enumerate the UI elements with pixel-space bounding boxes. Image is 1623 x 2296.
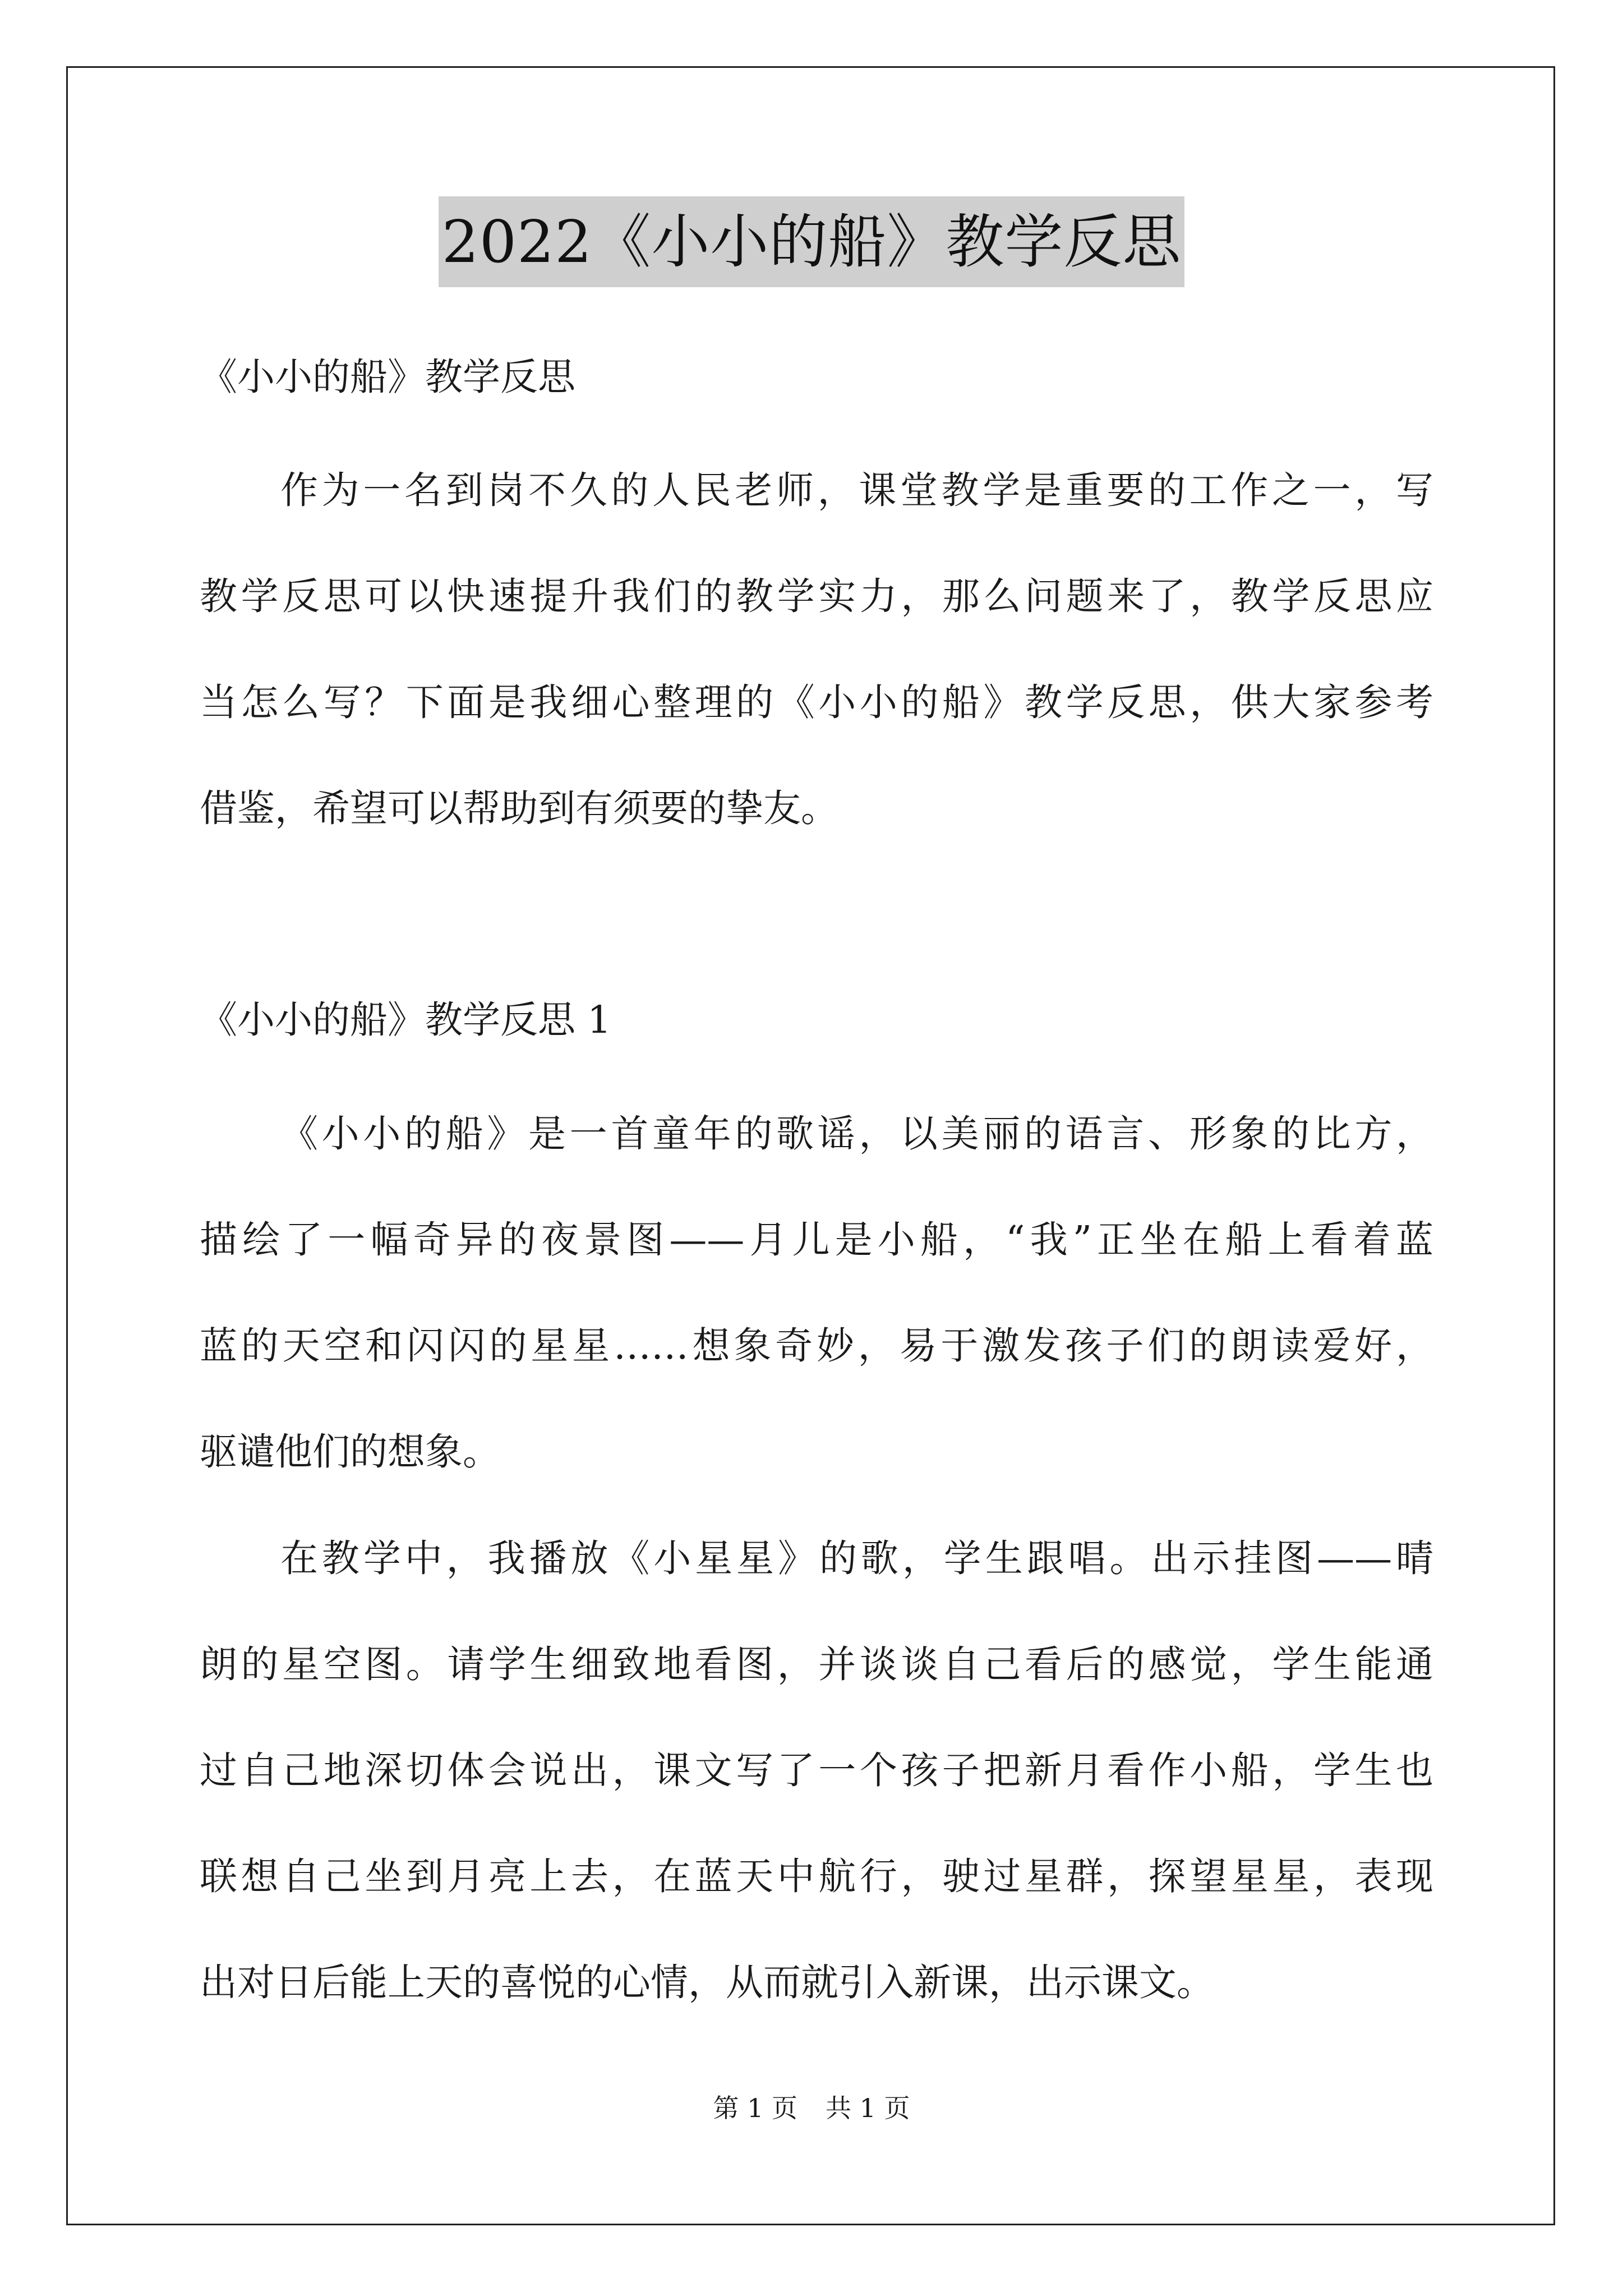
paragraph-line: 《小小的船》是一首童年的歌谣，以美丽的语言、形象的比方，	[280, 1112, 1433, 1156]
intro-line: 借鉴，希望可以帮助到有须要的挚友。	[200, 786, 838, 830]
page-footer	[0, 2091, 1623, 2125]
intro-line: 作为一名到岗不久的人民老师，课堂教学是重要的工作之一，写	[280, 468, 1433, 512]
paragraph-line: 朗的星空图。请学生细致地看图，并谈谈自己看后的感觉，学生能通	[200, 1642, 1433, 1686]
paragraph-line: 驱谴他们的想象。	[200, 1430, 500, 1474]
section-heading: 《小小的船》教学反思 1	[200, 998, 611, 1042]
document-subtitle: 《小小的船》教学反思	[200, 355, 575, 399]
intro-paragraph	[200, 438, 1433, 862]
paragraph-2	[200, 1506, 1433, 2036]
page-number: 第 1 页	[713, 2093, 797, 2123]
paragraph-line: 蓝的天空和闪闪的星星……想象奇妙，易于激发孩子们的朗读爱好，	[200, 1324, 1433, 1368]
paragraph-line: 在教学中，我播放《小星星》的歌，学生跟唱。出示挂图——晴	[280, 1536, 1433, 1580]
title-container	[0, 196, 1623, 287]
page-total: 共 1 页	[826, 2093, 910, 2123]
paragraph-line: 联想自己坐到月亮上去，在蓝天中航行，驶过星群，探望星星，表现	[200, 1855, 1433, 1898]
paragraph-line: 过自己地深切体会说出，课文写了一个孩子把新月看作小船，学生也	[200, 1749, 1433, 1792]
paragraph-line: 出对日后能上天的喜悦的心情，从而就引入新课，出示课文。	[200, 1961, 1214, 2004]
paragraph-1	[200, 1081, 1433, 1505]
paragraph-line: 描绘了一幅奇异的夜景图——月儿是小船，“我”正坐在船上看着蓝	[200, 1218, 1433, 1262]
intro-line: 教学反思可以快速提升我们的教学实力，那么问题来了，教学反思应	[200, 574, 1433, 618]
intro-line: 当怎么写？下面是我细心整理的《小小的船》教学反思，供大家参考	[200, 680, 1433, 724]
document-title: 2022《小小的船》教学反思	[439, 196, 1185, 287]
